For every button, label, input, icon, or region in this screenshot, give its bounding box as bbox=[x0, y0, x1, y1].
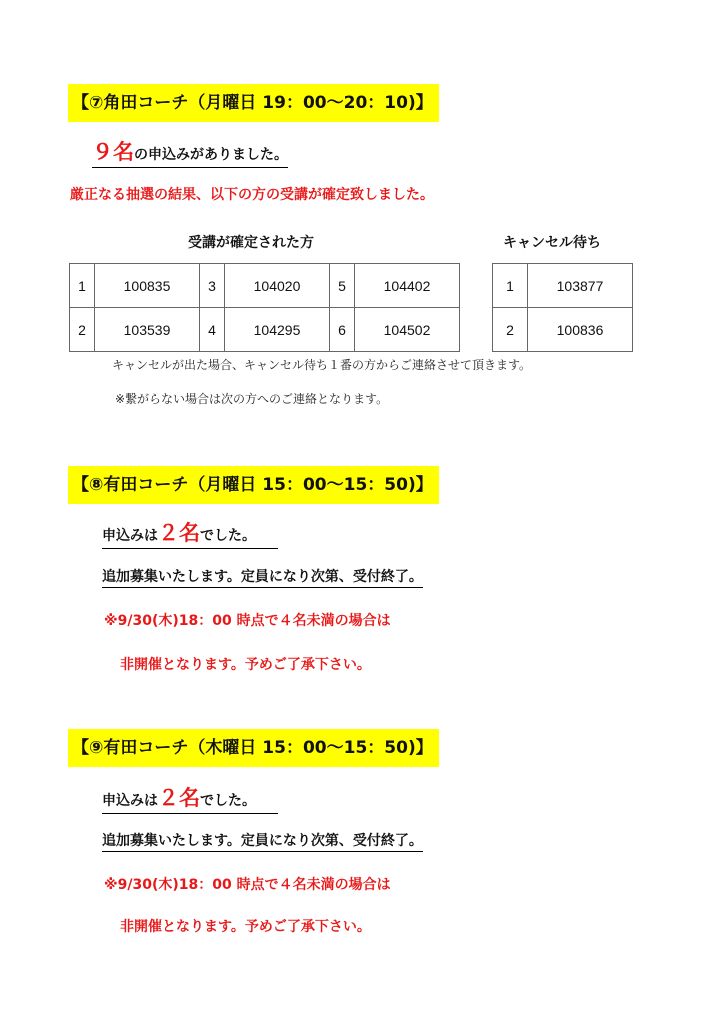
waitlist-title: キャンセル待ち bbox=[503, 235, 601, 251]
table-cell: 103877 bbox=[528, 264, 633, 308]
section7-count: ９名 bbox=[92, 140, 134, 164]
section8-recruit: 追加募集いたします。定員になり次第、受付終了。 bbox=[102, 566, 423, 588]
section9-applicants bbox=[102, 782, 278, 814]
section9-recruit: 追加募集いたします。定員になり次第、受付終了。 bbox=[102, 830, 423, 852]
table-cell: 1 bbox=[70, 264, 95, 308]
table-cell: 2 bbox=[70, 308, 95, 352]
cancel-note: キャンセルが出た場合、キャンセル待ち１番の方からご連絡させて頂きます。 bbox=[112, 358, 532, 372]
table-cell: 100835 bbox=[95, 264, 200, 308]
table-cell: 104402 bbox=[355, 264, 460, 308]
section9-warning2: 非開催となります。予めご了承下さい。 bbox=[120, 919, 371, 935]
section7-count-suffix: の申込みがありました。 bbox=[134, 147, 288, 163]
table-cell: 6 bbox=[330, 308, 355, 352]
table-cell: 2 bbox=[493, 308, 528, 352]
section9-apply-suffix: でした。 bbox=[200, 793, 256, 809]
section7-applicants bbox=[92, 136, 288, 168]
section8-warning2: 非開催となります。予めご了承下さい。 bbox=[120, 657, 371, 673]
contact-note: ※繋がらない場合は次の方へのご連絡となります。 bbox=[115, 392, 389, 406]
section7-heading: 【⑦角田コーチ（月曜日 19：00～20：10)】 bbox=[68, 84, 439, 122]
section8-apply-suffix: でした。 bbox=[200, 528, 256, 544]
section7-notice: 厳正なる抽選の結果、以下の方の受講が確定致しました。 bbox=[70, 187, 434, 203]
table-cell: 3 bbox=[200, 264, 225, 308]
section9-count: ２名 bbox=[158, 786, 200, 810]
table-row bbox=[70, 308, 460, 352]
table-row bbox=[493, 308, 633, 352]
table-row bbox=[493, 264, 633, 308]
section9-warning1: ※9/30(木)18：00 時点で４名未満の場合は bbox=[104, 877, 391, 893]
table-cell: 104020 bbox=[225, 264, 330, 308]
section9-heading: 【⑨有田コーチ（木曜日 15：00～15：50)】 bbox=[68, 729, 439, 767]
confirmed-table bbox=[69, 263, 460, 352]
table-cell: 1 bbox=[493, 264, 528, 308]
confirmed-title: 受講が確定された方 bbox=[188, 235, 314, 251]
table-cell: 104295 bbox=[225, 308, 330, 352]
section8-warning1: ※9/30(木)18：00 時点で４名未満の場合は bbox=[104, 613, 391, 629]
section9-apply-prefix: 申込みは bbox=[102, 793, 158, 809]
table-cell: 103539 bbox=[95, 308, 200, 352]
waitlist-table bbox=[492, 263, 633, 352]
section8-apply-prefix: 申込みは bbox=[102, 528, 158, 544]
table-cell: 100836 bbox=[528, 308, 633, 352]
table-cell: 4 bbox=[200, 308, 225, 352]
table-cell: 104502 bbox=[355, 308, 460, 352]
section8-applicants bbox=[102, 517, 278, 549]
section8-heading: 【⑧有田コーチ（月曜日 15：00～15：50)】 bbox=[68, 466, 439, 504]
table-row bbox=[70, 264, 460, 308]
section8-count: ２名 bbox=[158, 521, 200, 545]
table-cell: 5 bbox=[330, 264, 355, 308]
